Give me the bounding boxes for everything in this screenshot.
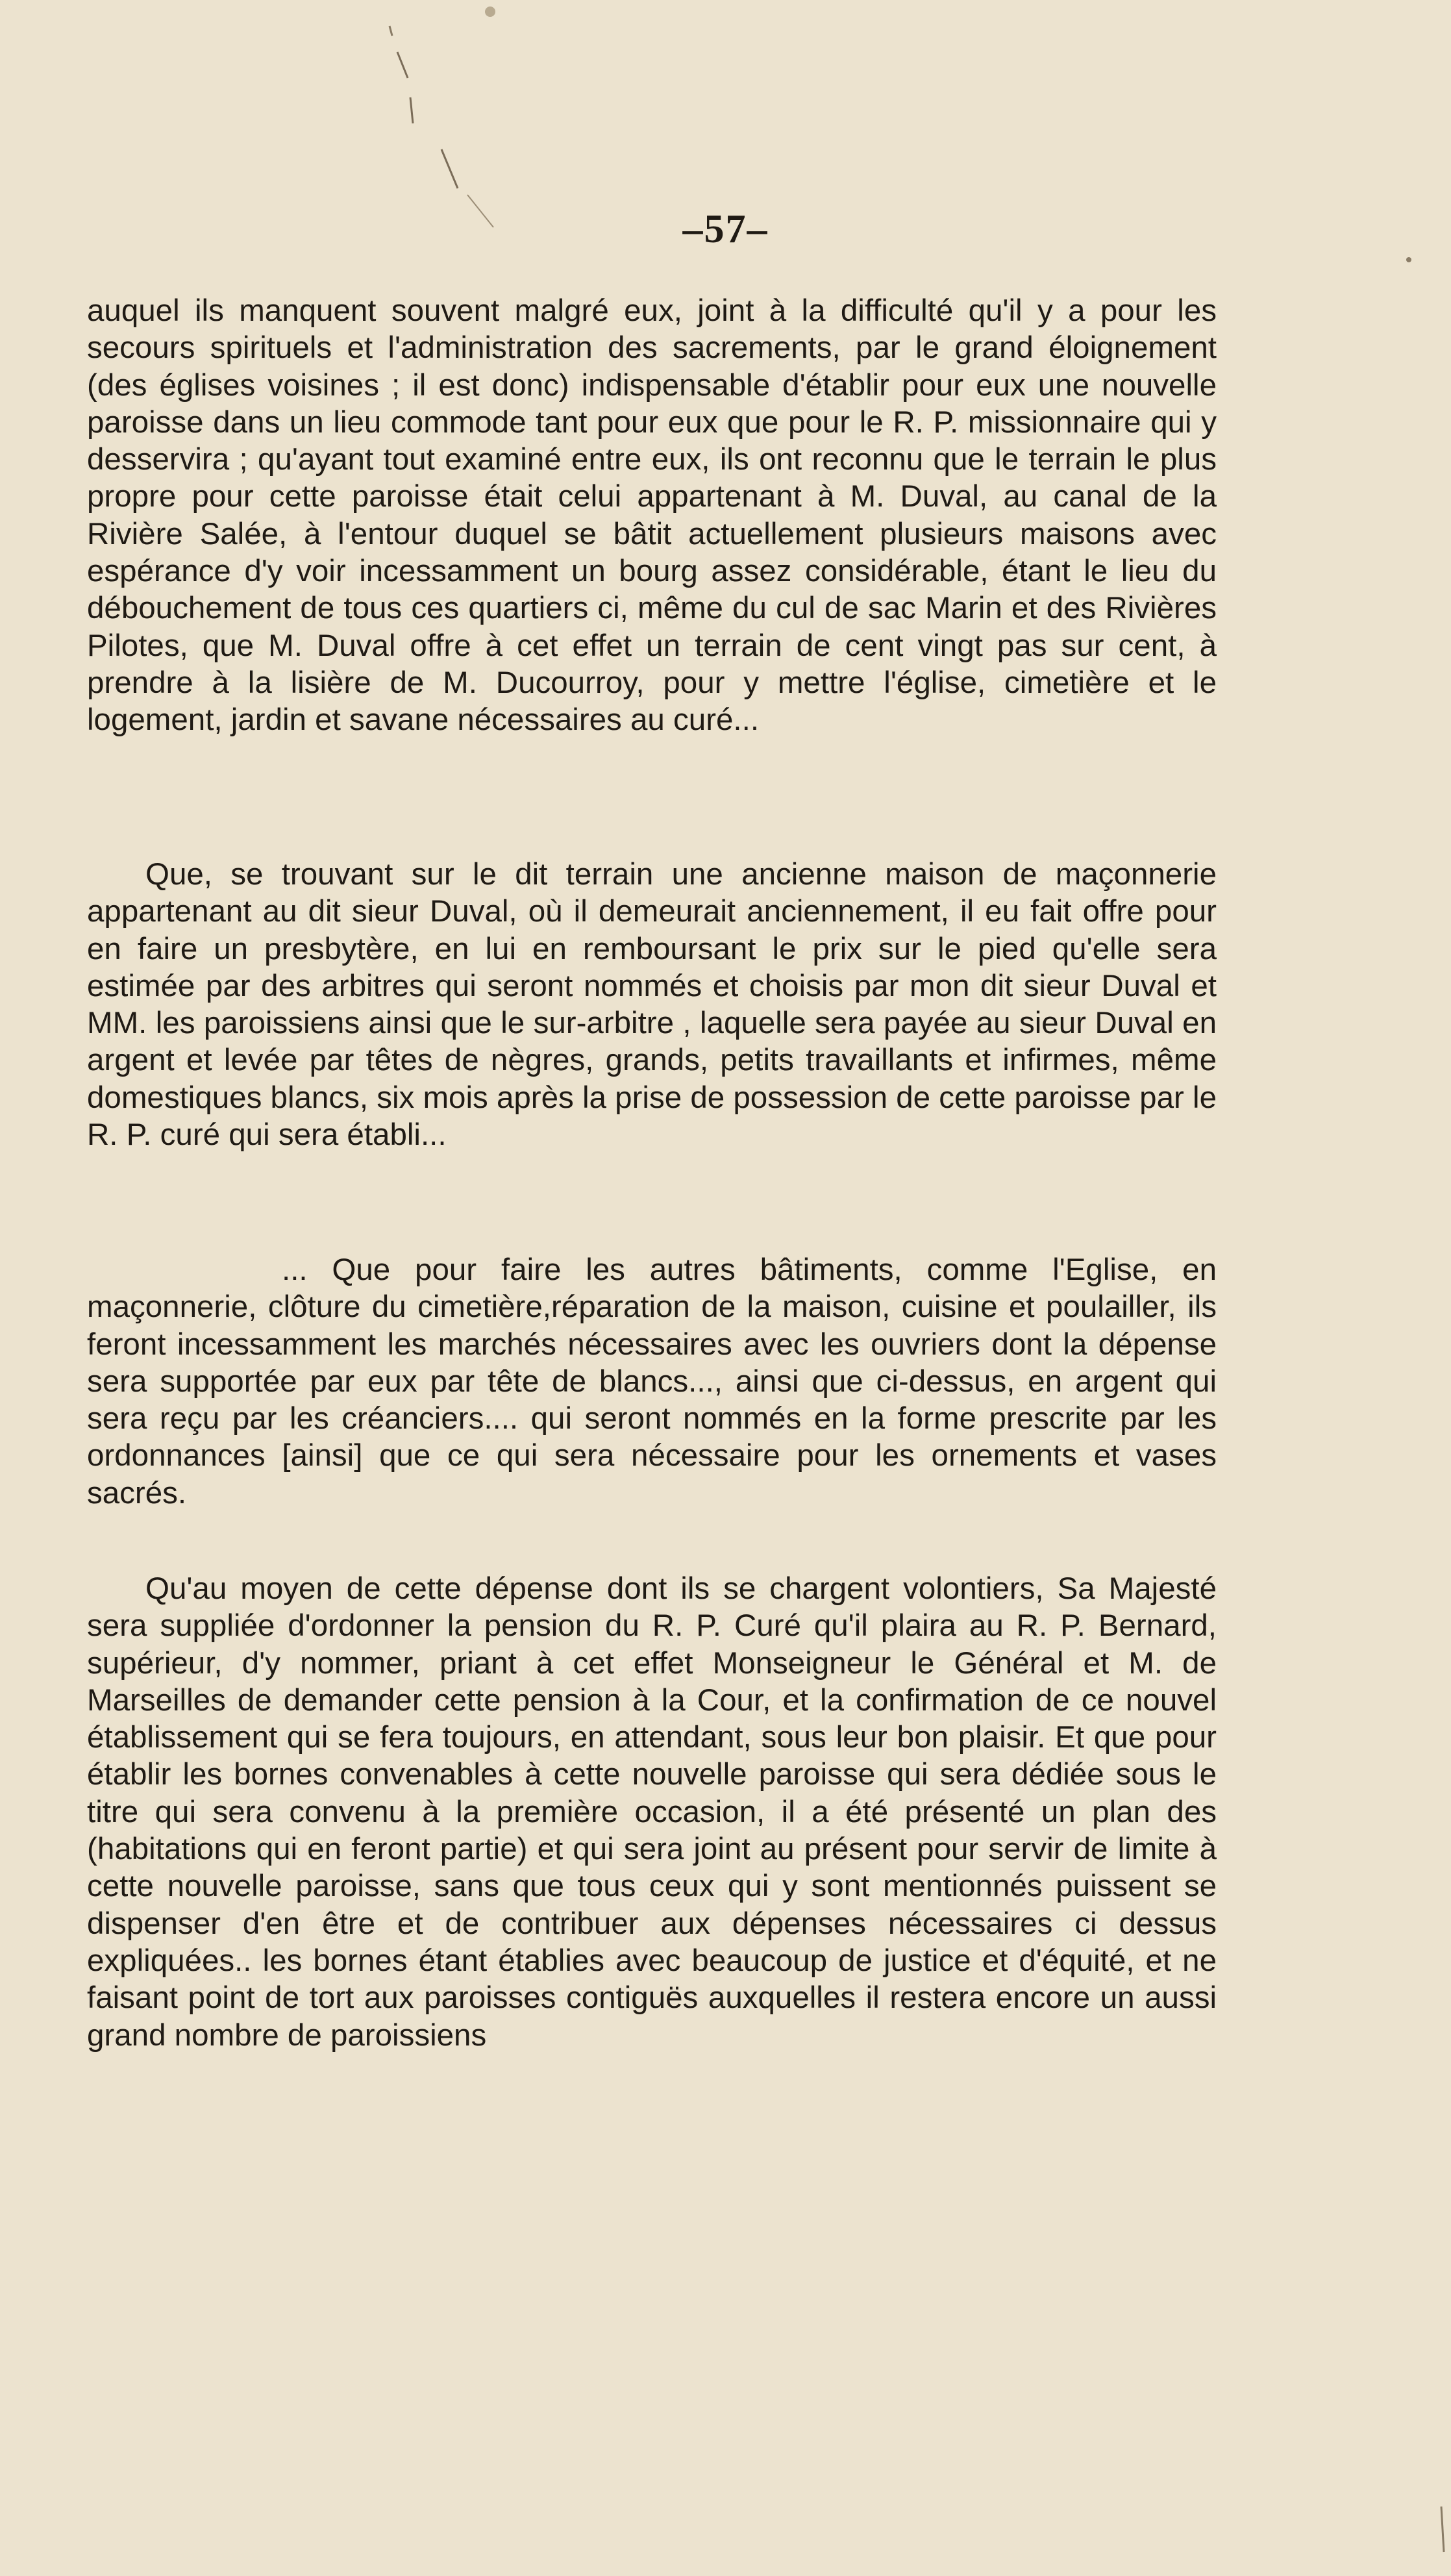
dash-right: – — [747, 207, 769, 251]
paragraph-4: Qu'au moyen de cette dépense dont ils se chargent volontiers, Sa Majesté sera suppliée d'ordonner la pension du R. P. Curé qu'il plaira au R. P. Bernard, supérieur, d'y nommer, priant à cet effet Monseigneur le Général et M. de Marseilles de demander cette pension à la Cour, et la confirmation de ce nouvel établissement qui se fera toujours, en attendant, sous leur bon plaisir. Et que pour établir les bornes convenables à cette nouvelle paroisse qui sera dédiée sous le titre qui sera convenu à la première occasion, il a été présenté un plan des (habitations qui en feront partie) et qui sera joint au présent pour servir de limite à cette nouvelle paroisse, sans que tous ceux qui y sont mentionnés puissent se dispenser d'en être et de contribuer aux dépenses nécessaires ci dessus expliquées.. les bornes étant établies avec beaucoup de justice et d'équité, et ne faisant point de tort aux paroisses contiguës auxquelles il restera encore un aussi grand nombre de paroissiens — [87, 1571, 1217, 2053]
paragraph-2: Que, se trouvant sur le dit terrain une ancienne maison de maçonnerie appartenant au dit sieur Duval, où il demeurait anciennement, il eu fait offre pour en faire un presbytère, en lui en remboursant le prix sur le pied qu'elle sera estimée par des arbitres qui seront nommés et choisis par mon dit sieur Duval et MM. les paroissiens ainsi que le sur-arbitre , laquelle sera payée au sieur Duval en argent et levée par têtes de nègres, grands, petits travaillants et infirmes, même domestiques blancs, six mois après la prise de possession de cette paroisse par le R. P. curé qui sera établi... — [87, 857, 1217, 1153]
page-number-value: 57 — [704, 207, 747, 251]
paragraph-3: ... Que pour faire les autres bâtiments, comme l'Eglise, en maçonnerie, clôture du cimetière,réparation de la maison, cuisine et poulailler, ils feront incessamment les marchés nécessaires avec les ouvriers dont la dépense sera supportée par eux par tête de blancs..., ainsi que ci-dessus, en argent qui sera reçu par les créanciers.... qui seront nommés en la forme prescrite par les ordonnances [ainsi] que ce qui sera nécessaire pour les ornements et vases sacrés. — [87, 1253, 1217, 1510]
page-number — [0, 206, 1451, 253]
dash-left: – — [682, 207, 704, 251]
paragraph-1: auquel ils manquent souvent malgré eux, joint à la difficulté qu'il y a pour les secours spirituels et l'administration des sacrements, par le grand éloignement (des églises voisines ; il est donc) indispensable d'établir pour eux une nouvelle paroisse dans un lieu commode tant pour eux que pour le R. P. missionnaire qui y desservira ; qu'ayant tout examiné entre eux, ils ont reconnu que le terrain le plus propre pour cette paroisse était celui appartenant à M. Duval, au canal de la Rivière Salée, à l'entour duquel se bâtit actuellement plusieurs maisons avec espérance d'y voir incessamment un bourg assez considérable, étant le lieu du débouchement de tous ces quartiers ci, même du cul de sac Marin et des Rivières Pilotes, que M. Duval offre à cet effet un terrain de cent vingt pas sur cent, à prendre à la lisière de M. Ducourroy, pour y mettre l'église, cimetière et le logement, jardin et savane nécessaires au curé... — [87, 294, 1217, 738]
